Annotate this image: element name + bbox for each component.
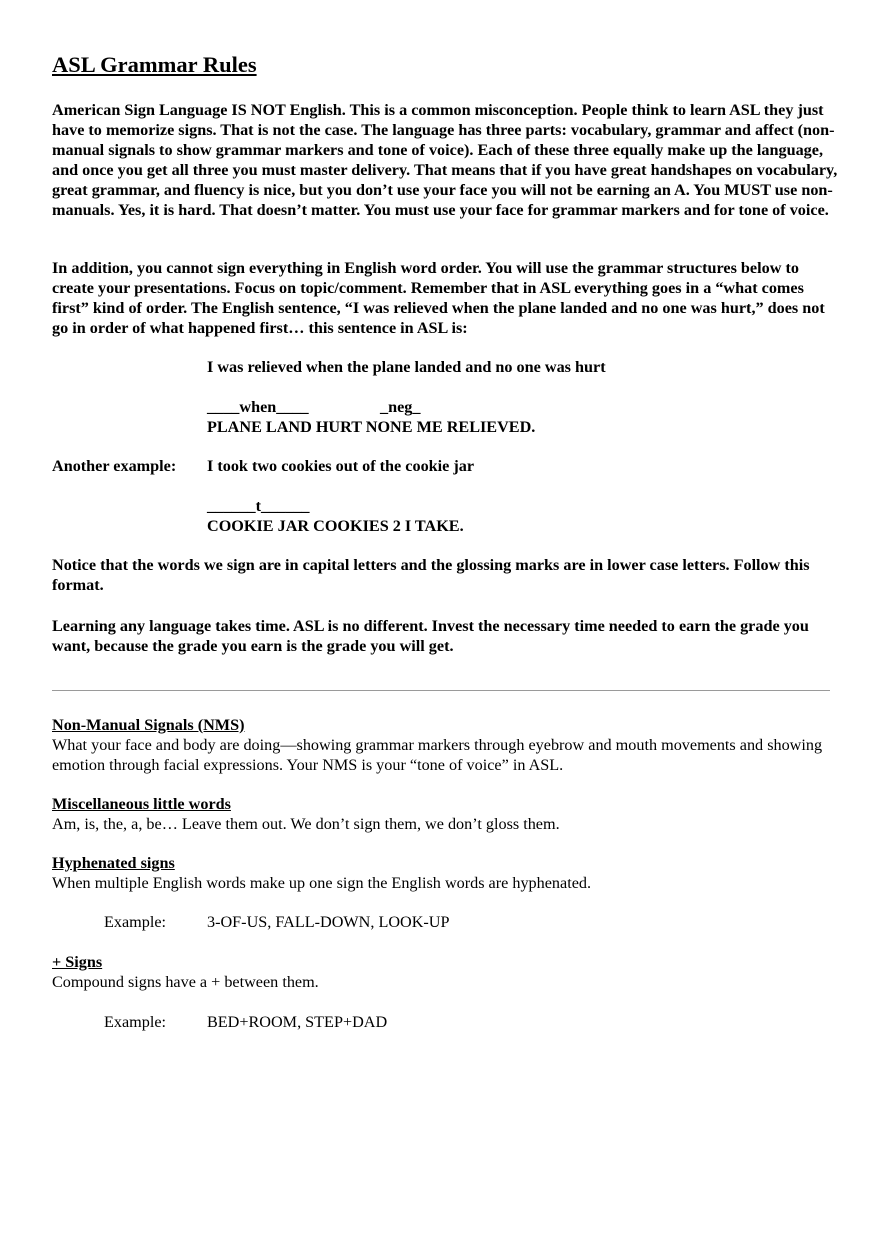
- plus-heading: + Signs: [52, 953, 103, 971]
- learning-paragraph: Learning any language takes time. ASL is no different. Invest the necessary time needed to earn the grade you want, because the grade you earn is the grade you will get.: [52, 617, 809, 655]
- intro-paragraph-1: American Sign Language IS NOT English. This is a common misconception. People think to learn ASL they just have to memorize signs. That is not the case. The language has three parts: vocabulary, grammar and affect (non-manual signals to show grammar markers and tone of voice). Each of these three equally make up the language, and once you get all three you must master delivery. That means that if you have great handshapes on vocabulary, great grammar, and fluency is nice, but you don’t use your face you will not be earning an A. You MUST use non-manuals. Yes, it is hard. That doesn’t matter. You must use your face for grammar markers and for tone of voice.: [52, 101, 838, 219]
- hyphen-body: When multiple English words make up one sign the English words are hyphenated.: [52, 874, 592, 892]
- hyphen-example-value: 3-OF-US, FALL-DOWN, LOOK-UP: [207, 913, 450, 931]
- plus-example-label: Example:: [104, 1013, 167, 1031]
- intro-paragraph-2: In addition, you cannot sign everything in English word order. You will use the grammar structures below to create your presentations. Focus on topic/comment. Remember that in ASL everything goes in a “what comes first” kind of order. The English sentence, “I was relieved when the plane landed and no one was hurt,” does not go in order of what happened first… this sentence in ASL is:: [52, 259, 825, 337]
- misc-heading: Miscellaneous little words: [52, 795, 231, 813]
- example1-marker-neg: _neg_: [380, 398, 421, 416]
- example1-english: I was relieved when the plane landed and no one was hurt: [207, 358, 606, 376]
- hyphen-heading: Hyphenated signs: [52, 854, 175, 872]
- notice-paragraph: Notice that the words we sign are in capital letters and the glossing marks are in lower case letters. Follow this format.: [52, 556, 810, 594]
- section-divider: [52, 690, 830, 691]
- example2-marker: ______t______: [207, 497, 310, 515]
- example2-label: Another example:: [52, 457, 177, 475]
- plus-example-value: BED+ROOM, STEP+DAD: [207, 1013, 388, 1031]
- hyphen-example-label: Example:: [104, 913, 167, 931]
- example2-english: I took two cookies out of the cookie jar: [207, 457, 475, 475]
- misc-body: Am, is, the, a, be… Leave them out. We don’t sign them, we don’t gloss them.: [52, 815, 560, 833]
- nms-heading: Non-Manual Signals (NMS): [52, 716, 245, 734]
- example1-marker-when: ____when____: [207, 398, 309, 416]
- page-title: ASL Grammar Rules: [52, 52, 257, 77]
- nms-body: What your face and body are doing—showing grammar markers through eyebrow and mouth movements and showing emotion through facial expressions. Your NMS is your “tone of voice” in ASL.: [52, 736, 823, 774]
- plus-body: Compound signs have a + between them.: [52, 973, 319, 991]
- example2-gloss: COOKIE JAR COOKIES 2 I TAKE.: [207, 517, 464, 535]
- example1-gloss: PLANE LAND HURT NONE ME RELIEVED.: [207, 418, 536, 436]
